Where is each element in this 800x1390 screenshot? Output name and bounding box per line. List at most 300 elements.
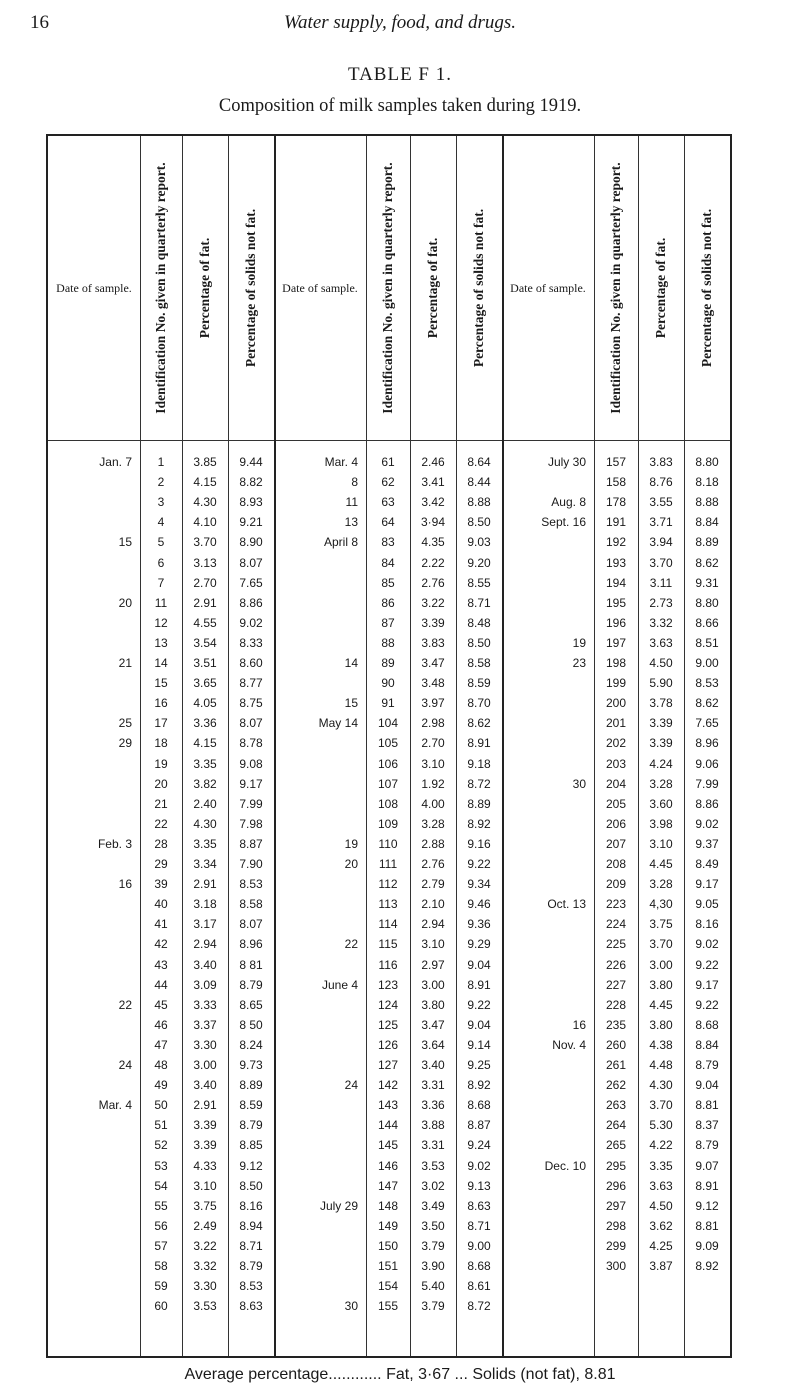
cell-id: 105 <box>377 736 399 751</box>
cell-id: 60 <box>154 1299 168 1314</box>
cell-date: 11 <box>345 495 358 510</box>
cell-id: 202 <box>605 736 627 751</box>
cell-id: 193 <box>605 555 627 570</box>
cell-fat: 2.70 <box>193 575 217 590</box>
cell-solids: 8.77 <box>239 676 263 691</box>
table-row <box>48 1218 730 1235</box>
cell-id: 149 <box>377 1218 399 1233</box>
cell-solids: 8.79 <box>239 1259 263 1273</box>
cell-fat: 4.55 <box>193 615 217 630</box>
cell-solids: 8.50 <box>467 515 491 530</box>
cell-fat: 3.00 <box>649 957 673 972</box>
cell-id: 54 <box>154 1178 168 1193</box>
cell-id: 56 <box>154 1218 168 1233</box>
cell-fat: 4.38 <box>649 1037 673 1052</box>
cell-id: 123 <box>377 977 399 992</box>
cell-fat: 3.51 <box>193 656 217 670</box>
cell-id: 18 <box>154 736 168 751</box>
cell-fat: 3.47 <box>421 656 445 670</box>
cell-solids: 9.13 <box>467 1178 491 1193</box>
table-row <box>48 856 730 873</box>
cell-fat: 2.10 <box>421 897 445 912</box>
cell-id: 40 <box>154 897 168 912</box>
cell-fat: 3.54 <box>193 635 217 650</box>
cell-id: 264 <box>605 1118 627 1133</box>
cell-id: 191 <box>605 515 627 530</box>
cell-solids: 8.96 <box>695 736 719 751</box>
cell-id: 89 <box>381 656 395 670</box>
cell-id: 61 <box>381 455 395 469</box>
cell-date <box>502 1178 586 1195</box>
cell-fat: 4.45 <box>649 857 673 871</box>
cell-fat: 3.40 <box>193 1078 217 1093</box>
cell-fat: 3.70 <box>649 937 673 952</box>
cell-fat: 3.65 <box>193 676 217 691</box>
cell-fat: 3.17 <box>193 917 217 932</box>
cell-id: 41 <box>154 917 168 932</box>
cell-date: 8 <box>351 475 358 490</box>
cell-fat: 3.28 <box>649 776 673 791</box>
cell-id: 228 <box>605 997 627 1012</box>
cell-fat: 2.49 <box>193 1218 217 1233</box>
cell-fat: 4.50 <box>649 656 673 670</box>
header-rule <box>48 440 730 441</box>
cell-id: 55 <box>154 1198 168 1213</box>
cell-solids: 9.44 <box>239 455 263 469</box>
cell-date: 14 <box>344 656 358 670</box>
cell-fat: 3.31 <box>421 1078 445 1093</box>
cell-fat: 4.45 <box>649 997 673 1012</box>
cell-solids: 8.91 <box>467 736 491 751</box>
table-row <box>48 494 730 511</box>
cell-id: 197 <box>605 635 627 650</box>
cell-date <box>502 916 586 933</box>
cell-date: Nov. 4 <box>552 1037 586 1052</box>
cell-fat: 2.91 <box>193 877 217 892</box>
cell-solids: 8.62 <box>467 716 491 731</box>
cell-solids: 8.84 <box>695 515 719 530</box>
header-solids <box>228 136 274 440</box>
table-row <box>48 534 730 551</box>
cell-id: 59 <box>154 1279 168 1294</box>
cell-fat: 2.76 <box>421 575 445 590</box>
table-row <box>48 1057 730 1074</box>
cell-fat: 3.39 <box>649 736 673 751</box>
cell-id: 125 <box>377 1017 399 1032</box>
cell-fat: 3.70 <box>649 1098 673 1113</box>
cell-fat: 3.94 <box>649 535 673 550</box>
cell-date: 16 <box>572 1017 586 1032</box>
cell-solids: 8.88 <box>467 495 491 510</box>
cell-fat: 2.91 <box>193 1098 217 1113</box>
cell-solids: 8.85 <box>239 1138 263 1153</box>
cell-fat: 3.22 <box>421 595 445 610</box>
cell-solids: 9.22 <box>695 997 719 1012</box>
cell-date: June 4 <box>321 977 358 992</box>
cell-id: 83 <box>381 535 395 550</box>
cell-date: Mar. 4 <box>324 455 358 469</box>
cell-fat: 3.55 <box>649 495 673 510</box>
cell-date <box>502 675 586 692</box>
cell-solids: 8.80 <box>695 455 719 469</box>
cell-id: 110 <box>378 836 398 851</box>
cell-solids: 8.61 <box>467 1279 491 1294</box>
cell-id: 13 <box>154 635 168 650</box>
cell-solids: 8.07 <box>239 555 263 570</box>
cell-id: 46 <box>154 1017 168 1032</box>
cell-date: 23 <box>572 656 586 670</box>
cell-date: 15 <box>344 696 358 711</box>
cell-fat: 3.39 <box>193 1118 217 1133</box>
cell-date <box>502 555 586 572</box>
cell-date <box>502 1137 586 1154</box>
cell-id: 200 <box>605 696 627 711</box>
cell-fat: 4.35 <box>421 535 445 550</box>
header-id-label: Identification No. given in quarterly report. <box>608 162 623 414</box>
cell-solids: 9.17 <box>239 776 263 791</box>
cell-id: 157 <box>605 455 627 469</box>
cell-solids: 9.14 <box>467 1037 491 1052</box>
cell-fat: 3.32 <box>649 615 673 630</box>
cell-fat: 3.10 <box>193 1178 217 1193</box>
cell-solids: 8.44 <box>467 475 491 490</box>
cell-solids: 8.07 <box>239 917 263 932</box>
cell-solids: 7.99 <box>239 796 263 811</box>
cell-fat: 3.10 <box>649 836 673 851</box>
cell-fat: 3.48 <box>421 676 445 691</box>
cell-id: 112 <box>378 877 398 892</box>
cell-fat: 3.97 <box>421 696 445 711</box>
cell-fat: 4.15 <box>193 736 217 751</box>
cell-id: 148 <box>377 1198 399 1213</box>
cell-id: 14 <box>154 656 168 670</box>
cell-fat: 3.70 <box>649 555 673 570</box>
cell-id: 2 <box>157 475 165 490</box>
cell-date <box>502 876 586 893</box>
table-row <box>48 1278 730 1295</box>
cell-solids: 9.17 <box>695 877 719 892</box>
table-row <box>48 876 730 893</box>
cell-date: 20 <box>344 857 358 871</box>
cell-date: 21 <box>118 656 132 670</box>
cell-id: 204 <box>605 776 627 791</box>
cell-fat: 3.36 <box>421 1098 445 1113</box>
cell-fat: 2.98 <box>421 716 445 731</box>
cell-id: 144 <box>377 1118 399 1133</box>
cell-date: 22 <box>118 997 132 1012</box>
cell-solids: 9.02 <box>695 937 719 952</box>
cell-id: 104 <box>377 716 399 731</box>
cell-fat: 4.10 <box>193 515 217 530</box>
cell-solids: 9.25 <box>467 1058 491 1072</box>
cell-fat: 3.00 <box>421 977 445 992</box>
cell-fat: 3.10 <box>421 937 445 952</box>
cell-id: 16 <box>154 696 168 711</box>
cell-solids: 7.98 <box>239 816 263 831</box>
cell-fat: 3.41 <box>421 475 445 490</box>
cell-solids: 8.92 <box>695 1259 719 1273</box>
cell-id: 88 <box>381 635 395 650</box>
cell-date <box>502 1218 586 1235</box>
cell-fat: 3.75 <box>193 1198 217 1213</box>
cell-solids: 8.50 <box>467 635 491 650</box>
cell-solids: 9.20 <box>467 555 491 570</box>
cell-fat: 2.79 <box>421 877 445 892</box>
cell-fat: 3.80 <box>649 977 673 992</box>
cell-date: 30 <box>344 1299 358 1314</box>
table-row <box>48 836 730 853</box>
cell-fat: 4.00 <box>421 796 445 811</box>
cell-id: 1 <box>157 455 165 469</box>
header-fat <box>182 136 228 440</box>
cell-date: Mar. 4 <box>98 1098 132 1113</box>
cell-fat: 3.28 <box>649 877 673 892</box>
cell-solids: 8.55 <box>467 575 491 590</box>
table-row <box>48 916 730 933</box>
cell-solids: 8.91 <box>695 1178 719 1193</box>
cell-id: 209 <box>605 877 627 892</box>
cell-solids: 8.79 <box>695 1058 719 1072</box>
cell-date: July 30 <box>547 455 586 469</box>
table-label: TABLE F 1. <box>347 64 452 85</box>
cell-date: 19 <box>344 836 358 851</box>
cell-id: 235 <box>605 1017 627 1032</box>
header-solids <box>456 136 502 440</box>
cell-solids: 8.68 <box>467 1259 491 1273</box>
cell-solids: 9.22 <box>695 957 719 972</box>
cell-fat: 3.40 <box>421 1058 445 1072</box>
cell-solids: 8.87 <box>467 1118 491 1133</box>
cell-solids: 9.04 <box>467 957 491 972</box>
cell-date: Feb. 3 <box>97 836 132 851</box>
cell-fat: 2.70 <box>421 736 445 751</box>
cell-id: 19 <box>154 756 168 771</box>
table-row <box>48 1238 730 1255</box>
header-solids-label: Percentage of solids not fat. <box>243 208 258 368</box>
cell-date: April 8 <box>323 535 358 550</box>
cell-date <box>502 534 586 551</box>
cell-fat: 5.40 <box>421 1279 445 1294</box>
cell-id: 143 <box>377 1098 399 1113</box>
header-id-label: Identification No. given in quarterly report. <box>380 162 395 414</box>
cell-fat: 2.91 <box>193 595 217 610</box>
table-row <box>48 514 730 531</box>
cell-id: 147 <box>377 1178 399 1193</box>
cell-id: 49 <box>154 1078 168 1093</box>
cell-fat: 3.75 <box>649 917 673 932</box>
cell-fat: 3.82 <box>193 776 217 791</box>
milk-composition-table <box>46 134 732 1358</box>
cell-fat: 3.62 <box>649 1218 673 1233</box>
cell-solids: 8.53 <box>239 877 263 892</box>
cell-id: 107 <box>377 776 399 791</box>
cell-fat: 8.76 <box>649 475 673 490</box>
cell-fat: 3.70 <box>193 535 217 550</box>
cell-solids: 8.82 <box>239 475 263 490</box>
cell-fat: 2.88 <box>421 836 445 851</box>
cell-date: 25 <box>118 716 132 731</box>
cell-id: 52 <box>154 1138 168 1153</box>
cell-id: 111 <box>378 857 398 871</box>
cell-fat: 3.36 <box>193 716 217 731</box>
cell-fat: 3.80 <box>421 997 445 1012</box>
cell-fat: 3.53 <box>421 1158 445 1173</box>
cell-solids: 9.00 <box>695 656 719 670</box>
cell-id: 154 <box>377 1279 399 1294</box>
cell-solids: 9.04 <box>695 1078 719 1093</box>
cell-fat: 2.76 <box>421 857 445 871</box>
cell-solids: 9.24 <box>467 1138 491 1153</box>
header-fat-label: Percentage of fat. <box>425 237 440 339</box>
cell-solids: 8.58 <box>467 656 491 670</box>
cell-solids: 8.18 <box>695 475 719 490</box>
cell-solids: 9.12 <box>695 1198 719 1213</box>
cell-date: 15 <box>118 535 132 550</box>
cell-id: 207 <box>605 836 627 851</box>
cell-id: 158 <box>605 475 627 490</box>
cell-date: 22 <box>344 937 358 952</box>
cell-fat: 3.11 <box>649 575 673 590</box>
cell-solids: 9.73 <box>239 1058 263 1072</box>
cell-solids: 8.50 <box>239 1178 263 1193</box>
cell-fat: 3.22 <box>193 1238 217 1253</box>
cell-id: 142 <box>377 1078 399 1093</box>
cell-fat: 3.10 <box>421 756 445 771</box>
cell-solids: 8.89 <box>239 1078 263 1093</box>
cell-fat: 3.49 <box>421 1198 445 1213</box>
cell-id: 42 <box>154 937 168 952</box>
cell-id: 262 <box>605 1078 627 1093</box>
cell-id: 127 <box>377 1058 399 1072</box>
cell-solids: 8.71 <box>239 1238 263 1253</box>
cell-fat: 3.79 <box>421 1299 445 1314</box>
cell-id: 116 <box>378 957 398 972</box>
header-fat-label: Percentage of fat. <box>197 237 212 339</box>
cell-fat: 3.30 <box>193 1037 217 1052</box>
cell-solids: 8.58 <box>239 897 263 912</box>
cell-fat: 3.64 <box>421 1037 445 1052</box>
cell-fat: 3.02 <box>421 1178 445 1193</box>
cell-solids: 9.03 <box>467 535 491 550</box>
cell-solids: 8.96 <box>239 937 263 952</box>
cell-date: Dec. 10 <box>544 1158 586 1173</box>
cell-date: Aug. 8 <box>551 495 586 510</box>
average-percentage-note: Average percentage............ Fat, 3·67 ... Solids (not fat), 8.81 <box>184 1366 616 1383</box>
cell-fat: 3.90 <box>421 1259 445 1273</box>
cell-id: 108 <box>377 796 399 811</box>
cell-solids: 8.86 <box>239 595 263 610</box>
cell-fat: 3·94 <box>420 515 446 530</box>
cell-fat: 3.63 <box>649 635 673 650</box>
table-row <box>48 1097 730 1114</box>
cell-solids: 8.33 <box>239 635 263 650</box>
cell-id: 84 <box>381 555 395 570</box>
cell-fat: 3.88 <box>421 1118 445 1133</box>
table-row <box>48 615 730 632</box>
cell-fat: 5.90 <box>649 676 673 691</box>
cell-id: 64 <box>381 515 395 530</box>
cell-fat: 3.71 <box>649 515 673 530</box>
cell-id: 155 <box>377 1299 399 1314</box>
cell-id: 260 <box>605 1037 627 1052</box>
cell-solids: 9.46 <box>467 897 491 912</box>
cell-date <box>502 474 586 491</box>
cell-solids: 9.00 <box>467 1238 491 1253</box>
cell-id: 299 <box>605 1238 627 1253</box>
cell-id: 22 <box>154 816 168 831</box>
cell-fat: 4.30 <box>649 1078 673 1093</box>
cell-fat: 3.85 <box>193 455 217 469</box>
cell-id: 227 <box>605 977 627 992</box>
table-row <box>48 756 730 773</box>
cell-id: 151 <box>377 1259 399 1273</box>
cell-solids: 9.17 <box>695 977 719 992</box>
cell-solids: 8.72 <box>467 1299 491 1314</box>
cell-date <box>502 1077 586 1094</box>
cell-fat: 3.35 <box>193 756 217 771</box>
table-row <box>48 595 730 612</box>
cell-solids: 9.05 <box>695 897 719 912</box>
cell-id: 7 <box>157 575 165 590</box>
header-solids-label: Percentage of solids not fat. <box>471 208 486 368</box>
cell-fat: 1.92 <box>421 776 445 791</box>
cell-id: 43 <box>154 957 168 972</box>
cell-solids: 8.64 <box>467 455 491 469</box>
table-row <box>48 474 730 491</box>
cell-id: 58 <box>154 1259 168 1273</box>
cell-fat: 3.32 <box>193 1259 217 1273</box>
cell-fat: 2.40 <box>193 796 217 811</box>
cell-id: 50 <box>154 1098 168 1113</box>
cell-date <box>502 1238 586 1255</box>
cell-id: 15 <box>154 676 168 691</box>
header-fat-label: Percentage of fat. <box>653 237 668 339</box>
cell-id: 115 <box>378 937 398 952</box>
cell-solids: 8.89 <box>467 796 491 811</box>
cell-solids: 8.62 <box>695 696 719 711</box>
cell-id: 298 <box>605 1218 627 1233</box>
cell-id: 124 <box>377 997 399 1012</box>
table-row <box>48 796 730 813</box>
cell-id: 12 <box>154 615 168 630</box>
cell-fat: 3.87 <box>649 1259 673 1273</box>
cell-id: 47 <box>154 1037 168 1052</box>
cell-solids: 8 50 <box>239 1017 263 1032</box>
cell-fat: 4.50 <box>649 1198 673 1213</box>
cell-solids: 9.29 <box>467 937 491 952</box>
cell-solids: 8.86 <box>695 796 719 811</box>
cell-solids: 8.75 <box>239 696 263 711</box>
cell-date: 13 <box>344 515 358 530</box>
cell-id: 11 <box>154 595 168 610</box>
cell-fat: 3.50 <box>421 1218 445 1233</box>
cell-id: 296 <box>605 1178 627 1193</box>
cell-fat: 3.63 <box>649 1178 673 1193</box>
cell-id: 90 <box>381 676 395 691</box>
table-row <box>48 454 730 471</box>
cell-fat: 3.35 <box>193 836 217 851</box>
cell-date <box>502 695 586 712</box>
cell-fat: 4.30 <box>193 495 217 510</box>
cell-fat: 4,30 <box>649 897 673 912</box>
table-row <box>48 997 730 1014</box>
header-fat <box>638 136 684 440</box>
cell-id: 196 <box>605 615 627 630</box>
cell-id: 17 <box>154 716 168 731</box>
cell-fat: 3.83 <box>649 455 673 469</box>
cell-id: 51 <box>154 1118 168 1133</box>
cell-fat: 4.25 <box>649 1238 673 1253</box>
